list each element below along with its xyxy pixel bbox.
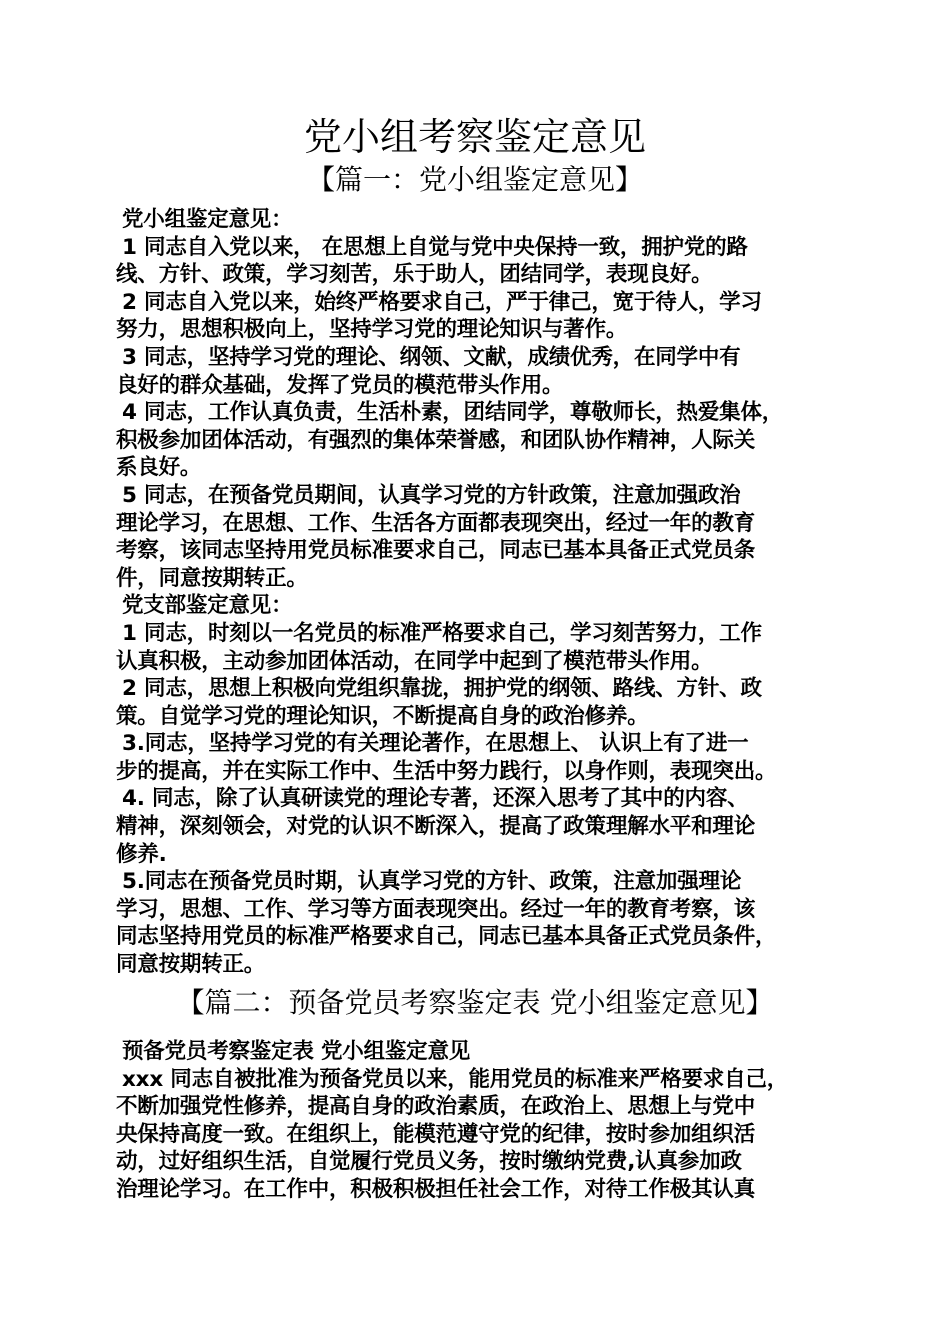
paragraph-line: 2 同志自入党以来，始终严格要求自己，严于律己，宽于待人，学习 [122,289,762,315]
paragraph-line: 不断加强党性修养，提高自身的政治素质，在政治上、思想上与党中 [116,1094,756,1120]
paragraph-line: 5.同志在预备党员时期，认真学习党的方针、政策，注意加强理论 [122,869,742,895]
document-title: 党小组考察鉴定意见 [303,115,646,159]
paragraph-line: 系良好。 [116,455,202,481]
subheading: 预备党员考察鉴定表 党小组鉴定意见 [122,1039,471,1064]
section-heading: 【篇一：党小组鉴定意见】 [306,163,643,196]
paragraph-line: 考察，该同志坚持用党员标准要求自己，同志已基本具备正式党员条 [116,538,756,564]
paragraph-line: 理论学习，在思想、工作、生活各方面都表现突出，经过一年的教育 [116,510,756,536]
paragraph-line: 央保持高度一致。在组织上，能模范遵守党的纪律，按时参加组织活 [116,1121,756,1147]
paragraph-line: 积极参加团体活动，有强烈的集体荣誉感，和团队协作精神，人际关 [116,427,756,453]
section-heading: 【篇二：预备党员考察鉴定表 党小组鉴定意见】 [176,986,774,1019]
paragraph-line: 5 同志，在预备党员期间，认真学习党的方针政策，注意加强政治 [122,482,741,508]
paragraph-line: 3 同志，坚持学习党的理论、纲领、文献，成绩优秀，在同学中有 [122,344,741,370]
subheading: 党小组鉴定意见： [122,207,293,232]
paragraph-line: 努力，思想积极向上，坚持学习党的理论知识与著作。 [116,317,628,343]
paragraph-line: 修养. [116,841,167,867]
paragraph-line: 件，同意按期转正。 [116,565,308,591]
paragraph-line: 同意按期转正。 [116,952,266,978]
paragraph-line: 良好的群众基础，发挥了党员的模范带头作用。 [116,372,564,398]
subheading: 党支部鉴定意见： [122,593,293,619]
paragraph-line: 1 同志，时刻以一名党员的标准严格要求自己，学习刻苦努力，工作 [122,620,762,646]
paragraph-line: 3.同志，坚持学习党的有关理论著作，在思想上、 认识上有了进一 [122,731,749,757]
paragraph-line: 步的提高，并在实际工作中、生活中努力践行，以身作则，表现突出。 [116,758,777,784]
paragraph-line: 动，过好组织生活，自觉履行党员义务，按时缴纳党费,认真参加政 [116,1149,742,1175]
paragraph-line: 2 同志，思想上积极向党组织靠拢，拥护党的纲领、路线、方针、政 [122,676,762,702]
paragraph-line: 精神，深刻领会，对党的认识不断深入，提高了政策理解水平和理论 [116,814,756,840]
section-body [116,1038,842,1204]
paragraph-line: xxx 同志自被批准为预备党员以来，能用党员的标准来严格要求自己， [122,1066,788,1092]
paragraph-line: 治理论学习。在工作中，积极积极担任社会工作，对待工作极其认真 [116,1176,756,1202]
paragraph-line: 认真积极，主动参加团体活动，在同学中起到了模范带头作用。 [116,648,713,674]
paragraph-line: 学习，思想、工作、学习等方面表现突出。经过一年的教育考察，该 [116,896,756,922]
paragraph-line: 线、方针、政策，学习刻苦，乐于助人，团结同学，表现良好。 [116,262,713,288]
paragraph-line: 同志坚持用党员的标准严格要求自己，同志已基本具备正式党员条件， [116,924,777,950]
paragraph-line: 策。自觉学习党的理论知识，不断提高自身的政治修养。 [116,703,649,729]
paragraph-line: 4. 同志，除了认真研读党的理论专著，还深入思考了其中的内容、 [122,786,749,812]
paragraph-line: 1 同志自入党以来， 在思想上自觉与党中央保持一致，拥护党的路 [122,234,748,260]
paragraph-line: 4 同志，工作认真负责，生活朴素，团结同学，尊敬师长，热爱集体， [122,400,784,426]
section-body [116,206,842,979]
